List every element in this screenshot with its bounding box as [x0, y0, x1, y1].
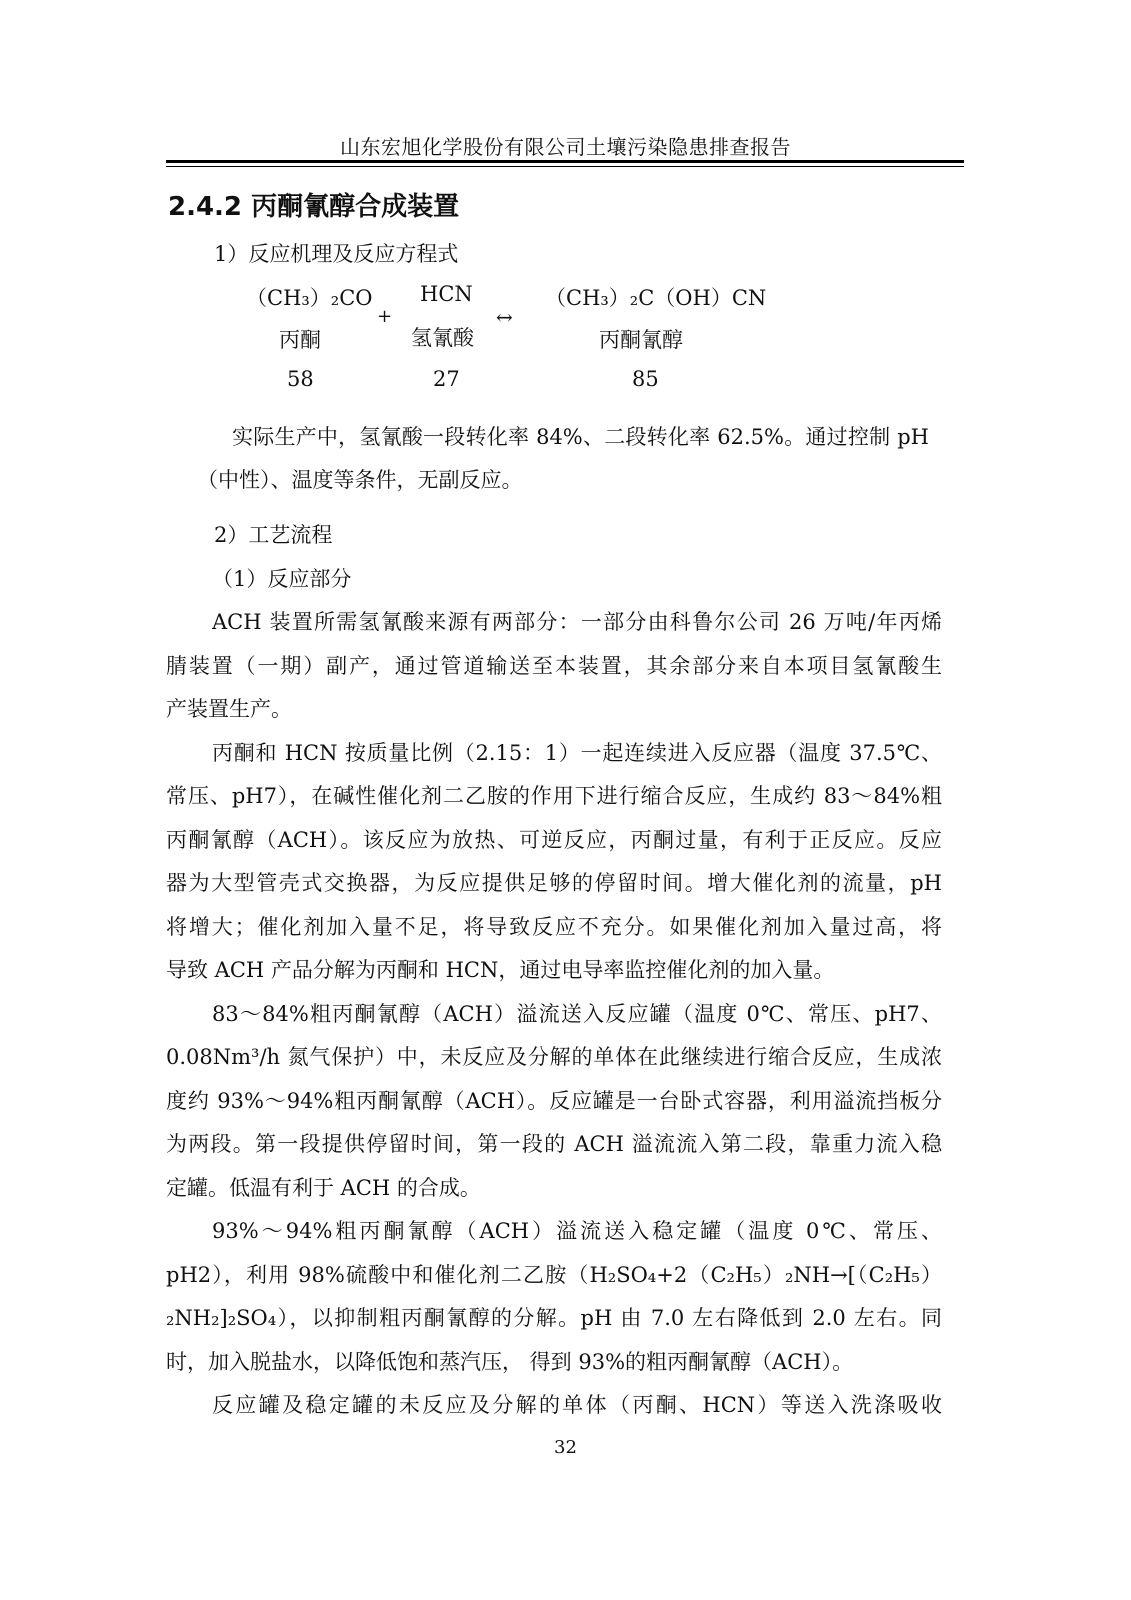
text-line: 将增大；催化剂加入量不足，将导致反应不充分。如果催化剂加入量过高，将: [166, 915, 942, 939]
subsection-title-reaction-part: （1）反应部分: [212, 567, 352, 591]
text-line: 为两段。第一段提供停留时间，第一段的 ACH 溢流流入第二段，靠重力流入稳: [166, 1132, 942, 1156]
text-line: 丙酮氰醇（ACH）。该反应为放热、可逆反应，丙酮过量，有利于正反应。反应: [166, 828, 942, 852]
text-line: 实际生产中，氢氰酸一段转化率 84%、二段转化率 62.5%。通过控制 pH: [232, 425, 929, 449]
text-line: （中性）、温度等条件，无副反应。: [197, 468, 523, 492]
text-line: 丙酮和 HCN 按质量比例（2.15：1）一起连续进入反应器（温度 37.5℃、: [212, 741, 942, 765]
text-line: 产装置生产。: [166, 697, 292, 721]
text-line: 度约 93%～94%粗丙酮氰醇（ACH）。反应罐是一台卧式容器，利用溢流挡板分: [166, 1089, 942, 1113]
text-line: 反应罐及稳定罐的未反应及分解的单体（丙酮、HCN）等送入洗涤吸收: [212, 1393, 942, 1417]
text-line: 常压、pH7），在碱性催化剂二乙胺的作用下进行缩合反应，生成约 83～84%粗: [166, 784, 942, 808]
product-name: 丙酮氰醇: [599, 328, 683, 352]
subsection-title-mechanism: 1）反应机理及反应方程式: [214, 242, 459, 266]
reactant1-formula: （CH₃）₂CO: [246, 286, 373, 310]
section-heading: 2.4.2 丙酮氰醇合成装置: [168, 192, 460, 222]
text-line: 0.08Nm³/h 氮气保护）中，未反应及分解的单体在此继续进行缩合反应，生成浓: [166, 1045, 942, 1069]
page-number: 32: [554, 1437, 577, 1458]
report-title: 山东宏旭化学股份有限公司土壤污染隐患排查报告: [340, 135, 791, 159]
text-line: 腈装置（一期）副产，通过管道输送至本装置，其余部分来自本项目氢氰酸生: [166, 654, 942, 678]
product-molecular-weight: 85: [632, 367, 659, 391]
header-divider-thin: [166, 166, 964, 167]
equilibrium-arrow: ↔: [496, 305, 513, 329]
text-line: 83～84%粗丙酮氰醇（ACH）溢流送入反应罐（温度 0℃、常压、pH7、: [212, 1002, 942, 1026]
plus-sign: +: [377, 306, 393, 327]
text-line: 定罐。低温有利于 ACH 的合成。: [166, 1176, 481, 1200]
text-line: pH2），利用 98%硫酸中和催化剂二乙胺（H₂SO₄+2（C₂H₅）₂NH→[（C₂H₅）: [166, 1263, 942, 1287]
reactant1-molecular-weight: 58: [287, 367, 314, 391]
product-formula: （CH₃）₂C（OH）CN: [545, 286, 767, 310]
text-line: 器为大型管壳式交换器，为反应提供足够的停留时间。增大催化剂的流量，pH: [166, 871, 942, 895]
text-line: 导致 ACH 产品分解为丙酮和 HCN，通过电导率监控催化剂的加入量。: [166, 958, 835, 982]
header-divider: [166, 160, 964, 163]
reactant2-name: 氢氰酸: [411, 326, 474, 350]
text-line: ₂NH₂]₂SO₄），以抑制粗丙酮氰醇的分解。pH 由 7.0 左右降低到 2.0 左右。同: [166, 1306, 942, 1330]
text-line: 时，加入脱盐水，以降低饱和蒸汽压， 得到 93%的粗丙酮氰醇（ACH）。: [166, 1350, 854, 1374]
text-line: ACH 装置所需氢氰酸来源有两部分：一部分由科鲁尔公司 26 万吨/年丙烯: [212, 610, 942, 634]
reactant2-molecular-weight: 27: [433, 367, 460, 391]
text-line: 93%～94%粗丙酮氰醇（ACH）溢流送入稳定罐（温度 0℃、常压、: [212, 1219, 942, 1243]
subsection-title-process: 2）工艺流程: [214, 523, 333, 547]
reactant1-name: 丙酮: [279, 328, 321, 352]
reactant2-formula: HCN: [420, 282, 473, 306]
